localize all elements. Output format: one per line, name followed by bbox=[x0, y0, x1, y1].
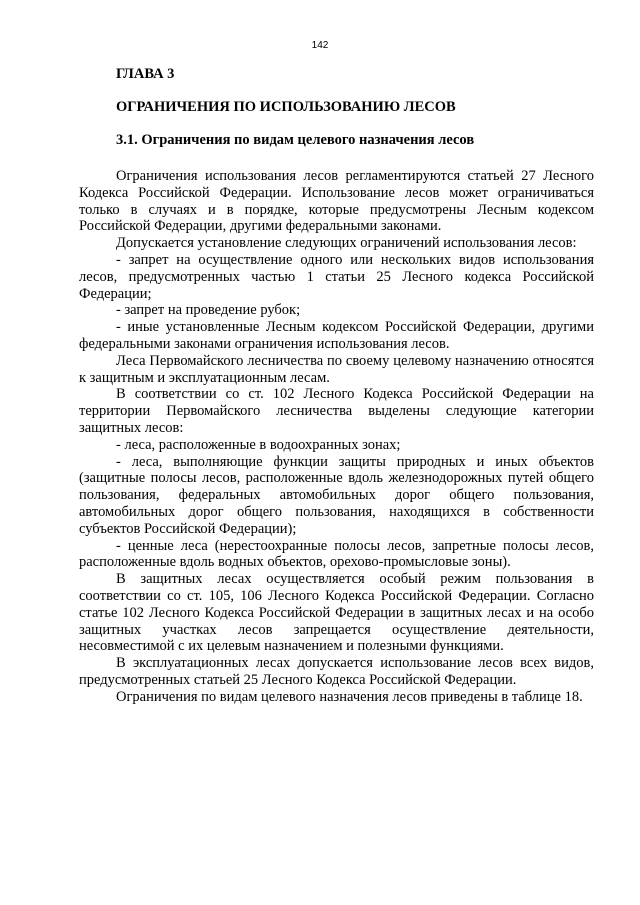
paragraph: В защитных лесах осуществляется особый режим пользования в соответствии со ст. 105, 106 Лесного Кодекса Российской Федерации. Согласно статье 102 Лесного Кодекса Российской Федерации в защитных лесах и на особо защитных участках лесов запрещается осуществление деятельности, несовместимой с их целевым назначением и полезными функциями. bbox=[79, 571, 594, 655]
paragraph: Ограничения использования лесов регламентируются статьей 27 Лесного Кодекса Российской Федерации. Использование лесов может ограничиваться только в случаях и в порядке, которые предусмотрены Лесным кодексом Российской Федерации, другими федеральными законами. bbox=[79, 168, 594, 235]
list-item: - иные установленные Лесным кодексом Российской Федерации, другими федеральными законами ограничения использования лесов. bbox=[79, 319, 594, 352]
paragraph: В эксплуатационных лесах допускается использование лесов всех видов, предусмотренных статьей 25 Лесного Кодекса Российской Федерации. bbox=[79, 655, 594, 688]
list-item: - леса, расположенные в водоохранных зонах; bbox=[116, 436, 401, 453]
list-item: - запрет на осуществление одного или нескольких видов использования лесов, предусмотренных частью 1 статьи 25 Лесного кодекса Российской Федерации; bbox=[79, 251, 594, 302]
chapter-title: ОГРАНИЧЕНИЯ ПО ИСПОЛЬЗОВАНИЮ ЛЕСОВ bbox=[116, 99, 456, 115]
paragraph: Ограничения по видам целевого назначения лесов приведены в таблице 18. bbox=[116, 688, 583, 705]
chapter-label: ГЛАВА 3 bbox=[116, 66, 175, 82]
paragraph: Допускается установление следующих ограничений использования лесов: bbox=[116, 235, 577, 252]
list-item: - ценные леса (нерестоохранные полосы лесов, запретные полосы лесов, расположенные вдоль водных объектов, орехово-промысловые зоны). bbox=[79, 537, 594, 571]
paragraph: В соответствии со ст. 102 Лесного Кодекса Российской Федерации на территории Первомайского лесничества выделены следующие категории защитных лесов: bbox=[79, 386, 594, 436]
page-number: 142 bbox=[311, 40, 329, 51]
section-title: 3.1. Ограничения по видам целевого назначения лесов bbox=[116, 132, 475, 148]
list-item: - запрет на проведение рубок; bbox=[116, 302, 301, 319]
paragraph: Леса Первомайского лесничества по своему целевому назначению относятся к защитным и эксплуатационным лесам. bbox=[79, 352, 594, 386]
body-text bbox=[79, 168, 594, 706]
document-body bbox=[79, 66, 594, 706]
list-item: - леса, выполняющие функции защиты природных и иных объектов (защитные полосы лесов, расположенные вдоль железнодорожных путей общего пользования, федеральных автомобильных дорог общего пользования, автомобильных дорог общего пользования, находящихся в собственности субъектов Российской Федерации); bbox=[79, 453, 594, 537]
